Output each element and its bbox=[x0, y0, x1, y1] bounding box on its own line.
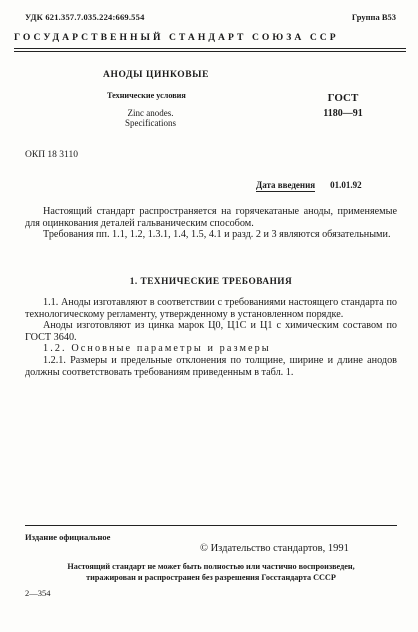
effective-date-label: Дата введения bbox=[256, 180, 316, 190]
clause-1-2-1: 1.2.1. Размеры и предельные отклонения по толщине, ширине и длине анодов должны соответствовать требованиям приведенным в табл. 1. bbox=[25, 354, 397, 378]
effective-date bbox=[256, 180, 362, 190]
section-1-text bbox=[25, 297, 397, 378]
reproduction-notice-line1: Настоящий стандарт не может быть полностью или частично воспроизведен, bbox=[67, 562, 355, 571]
copyright: © Издательство стандартов, 1991 bbox=[200, 543, 349, 554]
intro-paragraph-2: Требования пп. 1.1, 1.2, 1.3.1, 1.4, 1.5, 4.1 и разд. 2 и 3 являются обязательными. bbox=[43, 229, 391, 241]
reproduction-notice-line2: тиражирован и распространен без разрешения Госстандарта СССР bbox=[86, 572, 336, 582]
header-rule-bottom bbox=[14, 51, 406, 52]
group-code: Группа В53 bbox=[351, 12, 396, 22]
gost-label: ГОСТ bbox=[327, 92, 359, 104]
english-title bbox=[125, 108, 176, 128]
clause-1-2-heading: 1.2. Основные параметры и размеры bbox=[43, 343, 271, 355]
header-rule-top bbox=[14, 48, 406, 49]
english-title-line2: Specifications bbox=[125, 118, 176, 128]
section-heading: 1. ТЕХНИЧЕСКИЕ ТРЕБОВАНИЯ bbox=[129, 277, 293, 287]
reproduction-notice bbox=[25, 562, 397, 583]
intro-text bbox=[25, 206, 397, 241]
udk-code: УДК 621.357.7.035.224:669.554 bbox=[25, 12, 145, 22]
footer-rule bbox=[25, 525, 397, 526]
english-title-line1: Zinc anodes. bbox=[127, 108, 174, 118]
clause-1-1-materials: Аноды изготовляют из цинка марок Ц0, Ц1С и Ц1 с химическим составом по ГОСТ 3640. bbox=[25, 320, 397, 343]
page-code: 2—354 bbox=[25, 588, 51, 598]
document-subtitle: Технические условия bbox=[107, 91, 186, 100]
state-standard-banner: ГОСУДАРСТВЕННЫЙ СТАНДАРТ СОЮЗА ССР bbox=[14, 32, 339, 43]
edition-label: Издание официальное bbox=[25, 532, 111, 542]
okp-code: ОКП 18 3110 bbox=[25, 150, 78, 160]
effective-date-value: 01.01.92 bbox=[330, 180, 362, 190]
document-title: АНОДЫ ЦИНКОВЫЕ bbox=[103, 70, 210, 80]
intro-paragraph-1: Настоящий стандарт распространяется на горячекатаные аноды, применяемые для оцинкования деталей гальваническим способом. bbox=[25, 206, 397, 229]
gost-number: 1180—91 bbox=[323, 108, 363, 119]
clause-1-1: 1.1. Аноды изготавляют в соответствии с требованиями настоящего стандарта по технологическому регламенту, утвержденному в установленном порядке. bbox=[25, 297, 397, 320]
